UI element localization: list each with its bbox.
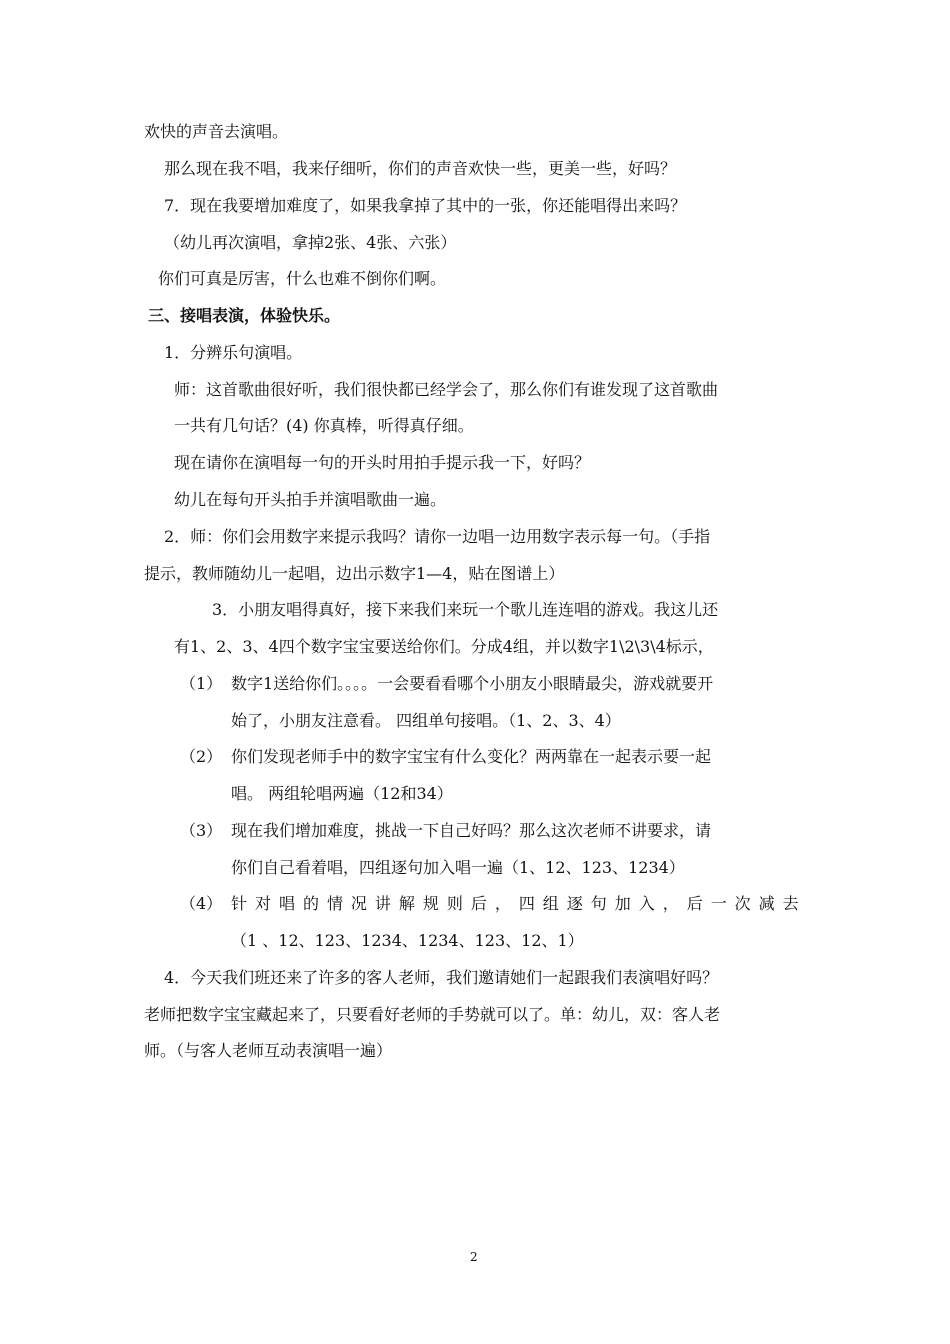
text-line: 幼儿在每句开头拍手并演唱歌曲一遍。: [174, 490, 447, 509]
char: 后: [470, 894, 487, 913]
text-line: 师：这首歌曲很好听，我们很快都已经学会了，那么你们有谁发现了这首歌曲: [174, 380, 719, 399]
char: 规: [422, 894, 439, 913]
text-line: 现在请你在演唱每一句的开头时用拍手提示我一下，好吗？: [174, 453, 591, 472]
text-line: （1 、12、123、1234、1234、123、12、1）: [231, 931, 584, 950]
text-line: 那么现在我不唱，我来仔细听，你们的声音欢快一些，更美一些，好吗？: [164, 159, 677, 178]
text-line: 数字1送给你们。。。。一会要看看哪个小朋友小眼睛最尖，游戏就要开: [231, 674, 714, 693]
char: 四: [518, 894, 535, 913]
char: 况: [350, 894, 367, 913]
char: 句: [590, 894, 607, 913]
char: 组: [542, 894, 559, 913]
char: 针: [231, 894, 248, 913]
list-marker: （1）: [180, 674, 223, 693]
char: ，: [494, 894, 511, 913]
section-heading: 三、接唱表演，体验快乐。: [148, 306, 341, 325]
char: 一: [710, 894, 727, 913]
char: 唱: [278, 894, 295, 913]
text-line: 现在我们增加难度，挑战一下自己好吗？那么这次老师不讲要求，请: [231, 821, 712, 840]
text-line: 2．师：你们会用数字来提示我吗？请你一边唱一边用数字表示每一句。（手指: [164, 527, 711, 546]
text-line: 师。（与客人老师互动表演唱一遍）: [144, 1041, 393, 1060]
list-marker: （2）: [180, 747, 223, 766]
char: 次: [734, 894, 751, 913]
text-line: 7．现在我要增加难度了，如果我拿掉了其中的一张，你还能唱得出来吗？: [164, 196, 687, 215]
char: 解: [398, 894, 415, 913]
page-number: 2: [470, 1250, 478, 1264]
char: 则: [446, 894, 463, 913]
char: 入: [638, 894, 655, 913]
char: 去: [782, 894, 799, 913]
text-line: 有1、2、3、4四个数字宝宝要送给你们。分成4组，并以数字1\2\3\4标示，: [174, 637, 714, 656]
text-line: 老师把数字宝宝藏起来了，只要看好老师的手势就可以了。单：幼儿，双：客人老: [144, 1005, 721, 1024]
char: 后: [686, 894, 703, 913]
char: 逐: [566, 894, 583, 913]
char: 对: [254, 894, 271, 913]
text-line: 唱。 两组轮唱两遍（12和34）: [231, 784, 453, 803]
text-line: 你们自己看着唱，四组逐句加入唱一遍（1、12、123、1234）: [231, 858, 685, 877]
char: 情: [326, 894, 343, 913]
text-line: 提示，教师随幼儿一起唱，边出示数字1—4，贴在图谱上）: [144, 564, 565, 583]
char: 减: [758, 894, 775, 913]
text-line: 一共有几句话？(4) 你真棒，听得真仔细。: [174, 416, 474, 435]
list-marker: （4）: [180, 894, 223, 913]
text-line: 你们发现老师手中的数字宝宝有什么变化？两两靠在一起表示要一起: [231, 747, 712, 766]
text-line: （幼儿再次演唱，拿掉2张、4张、六张）: [164, 233, 457, 252]
char: 的: [302, 894, 319, 913]
list-marker: （3）: [180, 821, 223, 840]
text-line: 你们可真是厉害，什么也难不倒你们啊。: [158, 269, 447, 288]
char: 加: [614, 894, 631, 913]
justified-text-line: [231, 894, 799, 914]
text-line: 1．分辨乐句演唱。: [164, 343, 303, 362]
char: ，: [662, 894, 679, 913]
char: 讲: [374, 894, 391, 913]
text-line: 始了，小朋友注意看。 四组单句接唱。（1、2、3、4）: [231, 711, 621, 730]
text-line: 4．今天我们班还来了许多的客人老师，我们邀请她们一起跟我们表演唱好吗？: [164, 968, 719, 987]
text-line: 欢快的声音去演唱。: [144, 122, 289, 141]
text-line: 3．小朋友唱得真好，接下来我们来玩一个歌儿连连唱的游戏。我这儿还: [212, 600, 719, 619]
